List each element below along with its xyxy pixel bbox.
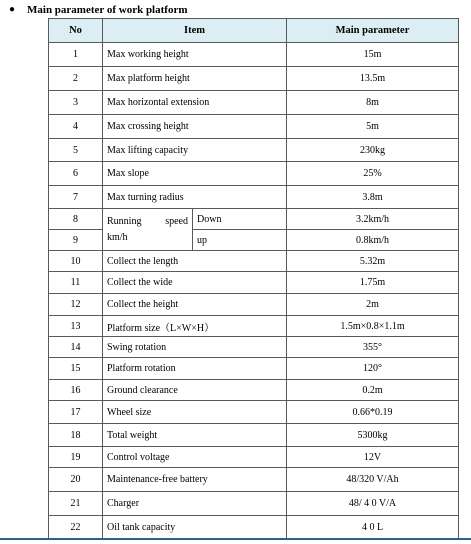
row-number: 19 <box>49 447 103 468</box>
bottom-border <box>0 538 471 540</box>
row-number: 13 <box>49 316 103 337</box>
row-number: 20 <box>49 468 103 492</box>
row-number: 3 <box>49 91 103 115</box>
row-number: 5 <box>49 139 103 162</box>
row-number: 17 <box>49 401 103 424</box>
item-name: Platform rotation <box>103 358 287 380</box>
table-header-row <box>49 19 459 43</box>
row-number: 9 <box>49 230 103 251</box>
parameter-value: 3.8m <box>287 186 459 209</box>
parameter-value: 13.5m <box>287 67 459 91</box>
item-name: Ground clearance <box>103 380 287 401</box>
parameter-value: 4 0 L <box>287 516 459 540</box>
table-row <box>49 43 459 67</box>
item-name: Collect the length <box>103 251 287 272</box>
row-number: 4 <box>49 115 103 139</box>
section-heading <box>0 2 471 18</box>
row-number: 18 <box>49 424 103 447</box>
table-row <box>49 380 459 401</box>
item-name: Swing rotation <box>103 337 287 358</box>
table-row <box>49 91 459 115</box>
table-row <box>49 251 459 272</box>
table-row <box>49 447 459 468</box>
parameter-value: 1.75m <box>287 272 459 294</box>
row-number: 16 <box>49 380 103 401</box>
parameter-value: 355° <box>287 337 459 358</box>
parameter-value: 3.2km/h <box>287 209 459 230</box>
table-row <box>49 468 459 492</box>
row-number: 14 <box>49 337 103 358</box>
parameter-value: 230kg <box>287 139 459 162</box>
parameter-value: 5300kg <box>287 424 459 447</box>
item-name: Control voltage <box>103 447 287 468</box>
bullet-icon: ● <box>9 4 16 15</box>
speed-direction: Down <box>193 209 287 230</box>
heading-text: Main parameter of work platform <box>27 4 188 16</box>
table-row <box>49 316 459 337</box>
item-name: Max lifting capacity <box>103 139 287 162</box>
item-name: Maintenance-free battery <box>103 468 287 492</box>
parameter-value: 120° <box>287 358 459 380</box>
parameter-value: 5.32m <box>287 251 459 272</box>
parameter-value: 48/ 4 0 V/A <box>287 492 459 516</box>
item-name: Max platform height <box>103 67 287 91</box>
parameter-value: 0.2m <box>287 380 459 401</box>
parameter-value: 2m <box>287 294 459 316</box>
table-row <box>49 139 459 162</box>
table-row <box>49 516 459 540</box>
item-name: Oil tank capacity <box>103 516 287 540</box>
speed-direction: up <box>193 230 287 251</box>
header-no: No <box>49 19 103 43</box>
item-name: Collect the wide <box>103 272 287 294</box>
item-name: Max working height <box>103 43 287 67</box>
item-name: Charger <box>103 492 287 516</box>
item-name: Collect the height <box>103 294 287 316</box>
item-name: Max horizontal extension <box>103 91 287 115</box>
row-number: 2 <box>49 67 103 91</box>
item-name: Max turning radius <box>103 186 287 209</box>
table-row <box>49 67 459 91</box>
table-row <box>49 294 459 316</box>
parameter-value: 0.66*0.19 <box>287 401 459 424</box>
row-number: 8 <box>49 209 103 230</box>
table-row <box>49 401 459 424</box>
row-number: 1 <box>49 43 103 67</box>
row-number: 6 <box>49 162 103 186</box>
row-number: 21 <box>49 492 103 516</box>
parameter-value: 15m <box>287 43 459 67</box>
parameter-value: 5m <box>287 115 459 139</box>
table-row <box>49 424 459 447</box>
table-row <box>49 162 459 186</box>
item-name: Total weight <box>103 424 287 447</box>
header-main-parameter: Main parameter <box>287 19 459 43</box>
table-row <box>49 115 459 139</box>
table-row <box>49 272 459 294</box>
item-name: Max slope <box>103 162 287 186</box>
parameter-table <box>48 18 459 540</box>
item-name: Max crossing height <box>103 115 287 139</box>
table-row <box>49 186 459 209</box>
table-row <box>49 358 459 380</box>
running-speed-unit: km/h <box>107 231 128 243</box>
table-row <box>49 492 459 516</box>
running-speed-word: speed <box>165 215 188 227</box>
row-number: 22 <box>49 516 103 540</box>
item-name: Platform size（L×W×H） <box>103 316 287 337</box>
row-number: 10 <box>49 251 103 272</box>
parameter-value: 12V <box>287 447 459 468</box>
table-row <box>49 209 459 230</box>
parameter-value: 0.8km/h <box>287 230 459 251</box>
row-number: 12 <box>49 294 103 316</box>
running-speed-word: Running <box>107 215 142 227</box>
row-number: 15 <box>49 358 103 380</box>
table-row <box>49 337 459 358</box>
running-speed-label <box>103 209 193 251</box>
row-number: 11 <box>49 272 103 294</box>
parameter-value: 1.5m×0.8×1.1m <box>287 316 459 337</box>
header-item: Item <box>103 19 287 43</box>
row-number: 7 <box>49 186 103 209</box>
parameter-value: 8m <box>287 91 459 115</box>
parameter-value: 48/320 V/Ah <box>287 468 459 492</box>
parameter-value: 25% <box>287 162 459 186</box>
item-name: Wheel size <box>103 401 287 424</box>
